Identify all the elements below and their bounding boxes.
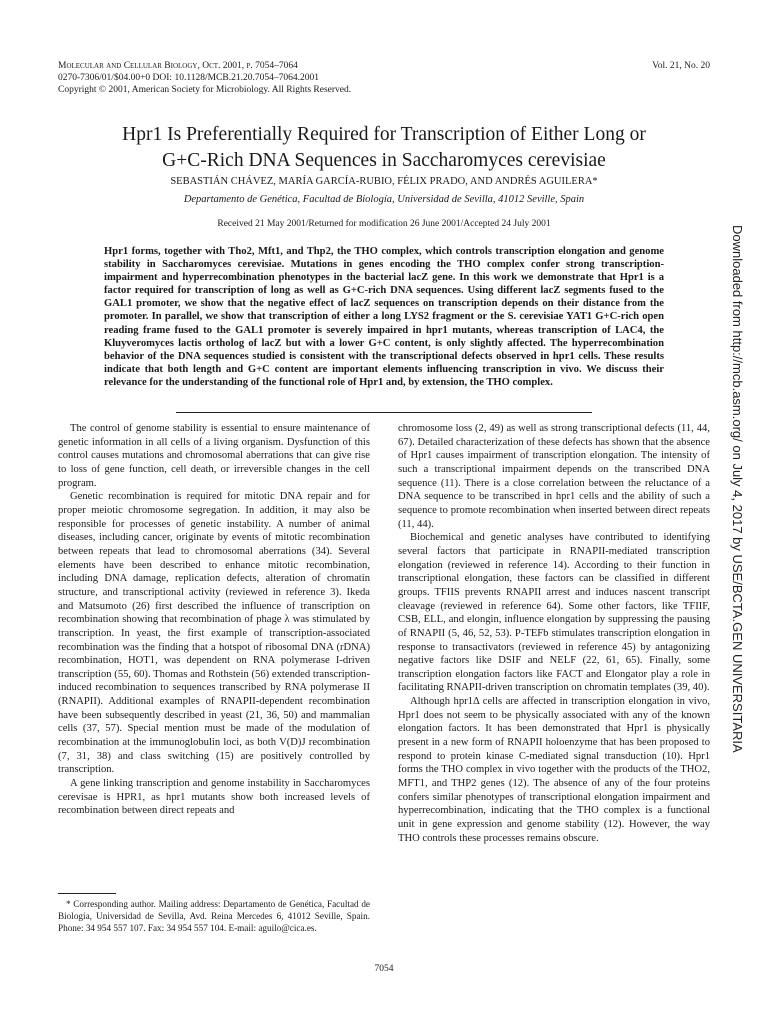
download-watermark: Downloaded from http://mcb.asm.org/ on July 4, 2017 by USE/BCTA.GEN UNIVERSITARIA (730, 225, 745, 753)
body-paragraph: Genetic recombination is required for mitotic DNA repair and for proper meiotic chromosome segregation. In addition, it may also be responsible for processes of genetic instability. A number of animal diseases, including cancer, originate by events of mitotic recombination between repeats that lead to chromosomal aberrations (34). Several elements have been described to enhance mitotic recombination, including DNA damage, replication defects, alteration of chromatin structure, and transcriptional activity (reviewed in reference 3). Ikeda and Matsumoto (26) first described the influence of transcription on recombination showing that recombination of phage λ was stimulated by transcription. In yeast, the first example of transcription-associated recombination was the finding that a hotspot of ribosomal DNA (rDNA) recombination, HOT1, was dependent on RNA polymerase I-driven transcription (55, 60). Thomas and Rothstein (56) extended transcription-induced recombination to sequences transcribed by RNA polymerase II (RNAPII). Additional examples of RNAPII-dependent recombination have been subsequently described in yeast (21, 36, 50) and mammalian cells (37, 57). Special mention must be made of the modulation of recombination at the immunoglobulin loci, as both V(D)J recombination (7, 31, 38) and class switching (15) are positively controlled by transcription. (58, 491, 370, 776)
body-paragraph: Biochemical and genetic analyses have contributed to identifying several factors that participate in RNAPII-mediated transcription elongation (reviewed in reference 14). According to their function in transcriptional elongation, these factors can be classified in different groups. TFIIS prevents RNAPII arrest and induces nascent transcript cleavage (reviewed in reference 64). Some other factors, like TFIIF, CSB, ELL, and elongin, influence elongation by suppressing the pausing of RNAPII (5, 46, 52, 53). P-TEFb stimulates transcription elongation in response to transactivators (reviewed in reference 45) by antagonizing negative factors like DSIF and NELF (22, 61, 65). Finally, some transcription elongation factors like FACT and Elongator play a role in facilitating RNAPII-driven transcription on chromatin templates (39, 40). (398, 532, 710, 694)
received-dates: Received 21 May 2001/Returned for modification 26 June 2001/Accepted 24 July 2001 (217, 219, 551, 229)
body-paragraph: A gene linking transcription and genome instability in Saccharomyces cerevisae is HPR1, as hpr1 mutants show both increased levels of recombination between direct repeats and (58, 778, 370, 817)
body-paragraph: chromosome loss (2, 49) as well as strong transcriptional defects (11, 44, 67). Detailed characterization of these defects has shown that the absence of Hpr1 causes impairment of transcription elongation. The intensity of such a transcriptional impairment depends on the transcribed DNA sequence (11). There is a close correlation between the reluctance of a DNA sequence to be transcribed in hpr1 cells and the ability of such a sequence to promote recombination when inserted between direct repeats (11, 44). (398, 423, 710, 530)
body-column-right (398, 422, 710, 845)
journal-citation: Molecular and Cellular Biology, Oct. 2001, p. 7054–7064 (58, 61, 298, 71)
body-column-left (58, 422, 370, 818)
volume-issue: Vol. 21, No. 20 (652, 61, 710, 71)
issn-doi: 0270-7306/01/$04.00+0 DOI: 10.1128/MCB.21.20.7054–7064.2001 (58, 73, 319, 83)
body-paragraph: Although hpr1Δ cells are affected in transcription elongation in vivo, Hpr1 does not seem to be physically associated with any of the known elongation factors. It has been demonstrated that Hpr1 is physically present in a new form of RNAPII holoenzyme that has been proposed to respond to protein kinase C-mediated signal transduction (10). Hpr1 forms the THO complex in vivo together with the products of the THO2, MFT1, and THP2 genes (12). The absence of any of the four proteins confers similar phenotypes of transcriptional elongation impairment and hyperrecombination, indicating that the THO complex is a functional unit in gene expression and genome stability (12). However, the way THO controls these processes remains obscure. (398, 696, 710, 844)
title-line-1: Hpr1 Is Preferentially Required for Transcription of Either Long or (122, 124, 646, 145)
title-line-2: G+C-Rich DNA Sequences in Saccharomyces cerevisiae (162, 150, 606, 171)
abstract: Hpr1 forms, together with Tho2, Mft1, and Thp2, the THO complex, which controls transcription elongation and genome stability in Saccharomyces cerevisiae. Mutations in genes encoding the THO complex confer strong transcription-impairment and hyperrecombination phenotypes in the bacterial lacZ gene. In this work we demonstrate that Hpr1 is a factor required for transcription of long as well as G+C-rich DNA sequences. Using different lacZ segments fused to the GAL1 promoter, we show that the negative effect of lacZ sequences on transcription depends on their distance from the promoter. In parallel, we show that transcription of either a long LYS2 fragment or the S. cerevisiae YAT1 G+C-rich open reading frame fused to the GAL1 promoter is severely impaired in hpr1 mutants, whereas transcription of LAC4, the Kluyveromyces lactis ortholog of lacZ but with a lower G+C content, is only slightly affected. The hyperrecombination behavior of the DNA sequences studied is consistent with the transcriptional defects observed in hpr1 cells. These results indicate that both length and G+C content are important elements influencing transcription in vivo. We discuss their relevance for the understanding of the functional role of Hpr1 and, by extension, the THO complex. (104, 246, 664, 388)
article-title (58, 122, 710, 174)
footnote-divider (58, 893, 116, 894)
body-paragraph: The control of genome stability is essential to ensure maintenance of genetic information in all cells of a living organism. Dysfunction of this control causes mutations and chromosomal aberrations that can give rise to loss of gene function, cell death, or irreversible changes in the cell program. (58, 423, 370, 489)
author-list: SEBASTIÁN CHÁVEZ, MARÍA GARCÍA-RUBIO, FÉLIX PRADO, AND ANDRÉS AGUILERA* (170, 176, 598, 187)
page-number: 7054 (374, 964, 394, 974)
abstract-divider (176, 412, 592, 413)
corresponding-author-footnote: * Corresponding author. Mailing address: Departamento de Genética, Facultad de Biología, Universidad de Sevilla, Avd. Reina Mercedes 6, 41012 Seville, Spain. Phone: 34 954 557 107. Fax: 34 954 557 104. E-mail: aguilo@cica.es. (58, 899, 370, 933)
affiliation: Departamento de Genética, Facultad de Biología, Universidad de Sevilla, 41012 Seville, Spain (183, 194, 585, 205)
running-header (58, 60, 351, 96)
copyright-line: Copyright © 2001, American Society for Microbiology. All Rights Reserved. (58, 85, 352, 95)
